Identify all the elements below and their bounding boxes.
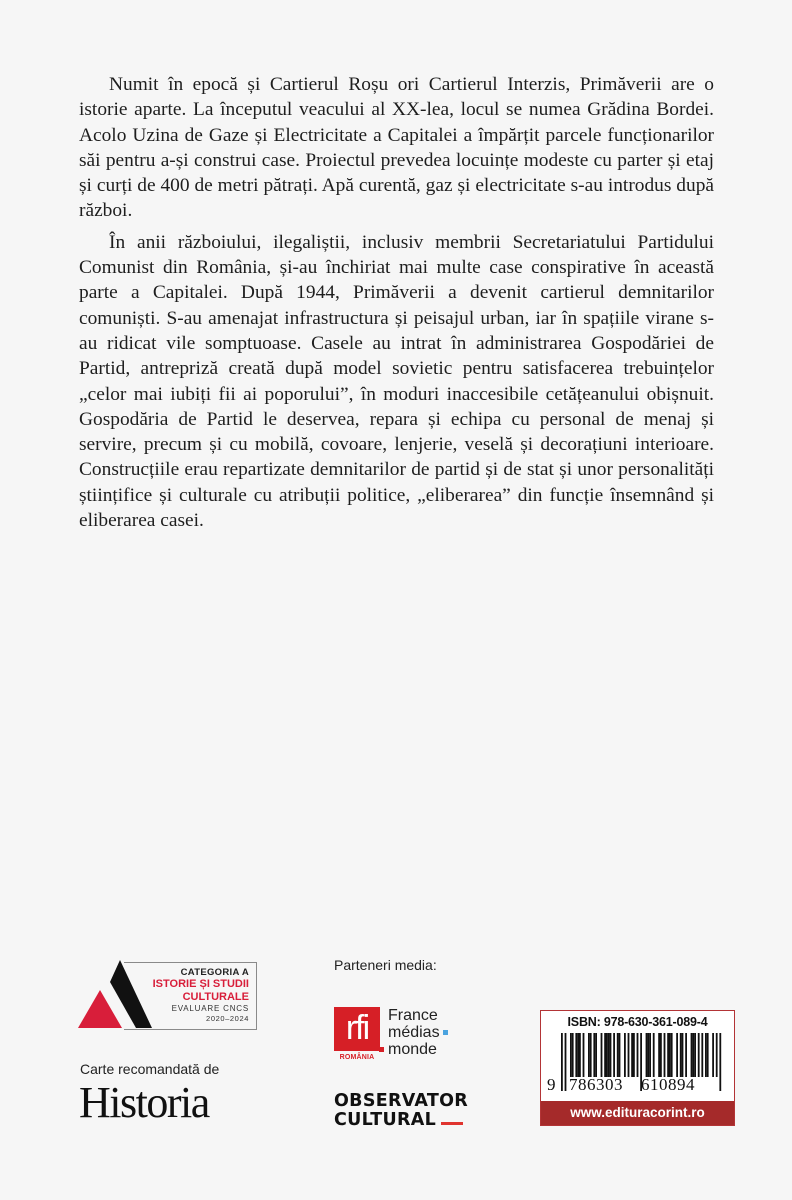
barcode-bar	[669, 1033, 671, 1077]
barcode-bar	[604, 1033, 606, 1077]
barcode-bar	[633, 1033, 635, 1077]
rfi-romania-logo	[334, 1007, 380, 1063]
barcode-bar	[660, 1033, 662, 1077]
barcode-bar	[680, 1033, 682, 1077]
barcode-digit-prefix: 9	[547, 1075, 556, 1094]
barcode-bar	[613, 1033, 615, 1077]
fmm-line-3: monde	[388, 1041, 437, 1058]
barcode-bar	[624, 1033, 626, 1077]
black-stripe	[110, 960, 152, 1028]
publisher-url[interactable]: www.edituracorint.ro	[541, 1101, 734, 1125]
barcode-bar	[707, 1033, 709, 1077]
barcode-bar	[628, 1033, 630, 1077]
barcode-bar	[579, 1033, 581, 1077]
barcode-bar	[583, 1033, 585, 1077]
rfi-logo-box: rfi	[334, 1007, 380, 1051]
blue-square-icon	[443, 1030, 448, 1035]
barcode-bar	[649, 1033, 651, 1077]
barcode-bar	[647, 1033, 649, 1077]
cncs-category-badge	[78, 960, 256, 1030]
barcode-bar	[685, 1033, 687, 1077]
france-medias-monde-logo	[388, 1007, 448, 1058]
barcode-bar	[617, 1033, 619, 1077]
barcode-bar	[716, 1033, 718, 1077]
back-cover-text	[79, 72, 714, 539]
barcode-bar	[705, 1033, 707, 1077]
barcode-bar	[595, 1033, 597, 1077]
barcode-bar	[671, 1033, 673, 1077]
badge-text	[153, 967, 249, 1023]
paragraph-1: Numit în epocă și Cartierul Roșu ori Cartierul Interzis, Primăverii are o istorie aparte. La începutul veacului al XX-lea, locul se numea Grădina Bordei. Acolo Uzina de Gaze și Electricitate a Capitalei a împărțit parcele funcționarilor săi pentru a-și construi case. Proiectul prevedea locuințe modeste cu parter și etaj și curți de 400 de metri pătrați. Apă curentă, gaz și electricitate s-au introdus după război.	[79, 74, 714, 222]
barcode-bar	[694, 1033, 696, 1077]
red-underscore-icon	[441, 1122, 463, 1125]
barcode-bar	[719, 1033, 721, 1091]
barcode-bar	[653, 1033, 655, 1077]
media-partners-label: Parteneri media:	[334, 957, 437, 973]
badge-years: 2020–2024	[206, 1013, 249, 1023]
barcode-bar	[606, 1033, 608, 1077]
red-triangle	[78, 990, 122, 1028]
barcode-bar	[590, 1033, 592, 1077]
barcode-bar	[593, 1033, 595, 1077]
barcode-digits-right: 610894	[641, 1075, 695, 1094]
barcode-bar	[646, 1033, 648, 1077]
barcode-bar	[637, 1033, 639, 1077]
observator-line-1: OBSERVATOR	[334, 1091, 469, 1111]
barcode-bar	[701, 1033, 703, 1077]
fmm-line-2: médias	[388, 1024, 440, 1041]
barcode-bar	[565, 1033, 567, 1091]
recommendation-label: Carte recomandată de	[80, 1061, 220, 1077]
barcode-bar	[698, 1033, 700, 1077]
badge-evaluation: EVALUARE CNCS	[171, 1004, 249, 1013]
barcode-bar	[667, 1033, 669, 1077]
barcode-bar	[610, 1033, 612, 1077]
barcode-bar	[601, 1033, 603, 1077]
barcode-bar	[575, 1033, 577, 1077]
barcode-bar	[682, 1033, 684, 1077]
historia-logo: Historia	[79, 1078, 209, 1127]
red-square-icon	[379, 1047, 384, 1052]
badge-field-2: CULTURALE	[182, 990, 249, 1003]
barcode-bar	[608, 1033, 610, 1077]
isbn-label: ISBN: 978-630-361-089-4	[567, 1015, 708, 1029]
barcode-bar	[561, 1033, 563, 1091]
barcode-bar	[676, 1033, 678, 1077]
barcode-bar	[572, 1033, 574, 1077]
fmm-line-1: France	[388, 1007, 438, 1024]
barcode-bar	[712, 1033, 714, 1077]
barcode-bar	[631, 1033, 633, 1077]
observator-line-2: CULTURAL	[334, 1110, 437, 1130]
badge-category: CATEGORIA A	[180, 967, 249, 978]
barcode-bar	[692, 1033, 694, 1077]
barcode-bar	[691, 1033, 693, 1077]
barcode-bar	[577, 1033, 579, 1077]
rfi-logo-subtitle: ROMÂNIA	[339, 1054, 375, 1061]
barcode-bar	[664, 1033, 666, 1077]
badge-field-1: ISTORIE ȘI STUDII	[152, 978, 249, 990]
paragraph-2: În anii războiului, ilegaliștii, inclusiv membrii Secretariatului Partidului Comunist din România, și-au închiriat mai multe case conspirative în această parte a Capitalei. După 1944, Primăverii a devenit cartierul demnitarilor comuniști. S-au amenajat infrastructura și peisajul urban, iar în spațiile virane s-au ridicat vile somptuoase. Casele au intrat în administrarea Gospodăriei de Partid, antrepriză creată după model sovietic pentru satisfacerea trebuințelor „celor mai iubiți fii ai poporului”, în moduri inaccesibile cetățeanului obișnuit. Gospodăria de Partid le deservea, repara și echipa cu personal de menaj și servire, precum și cu mobilă, covoare, lenjerie, veselă și decorațiuni interioare. Construcțiile erau repartizate demnitarilor de partid și de stat și unor personalități științifice și culturale cu atribuții politice, „eliberarea” din funcție însemnând și eliberarea casei.	[79, 231, 714, 532]
observator-cultural-logo	[334, 1092, 468, 1130]
barcode-bar	[658, 1033, 660, 1077]
barcode-digits-left: 786303	[569, 1075, 623, 1094]
barcode-bar	[588, 1033, 590, 1077]
barcode-bar	[570, 1033, 572, 1077]
barcode-bar	[619, 1033, 621, 1077]
isbn-barcode-box	[540, 1010, 735, 1126]
